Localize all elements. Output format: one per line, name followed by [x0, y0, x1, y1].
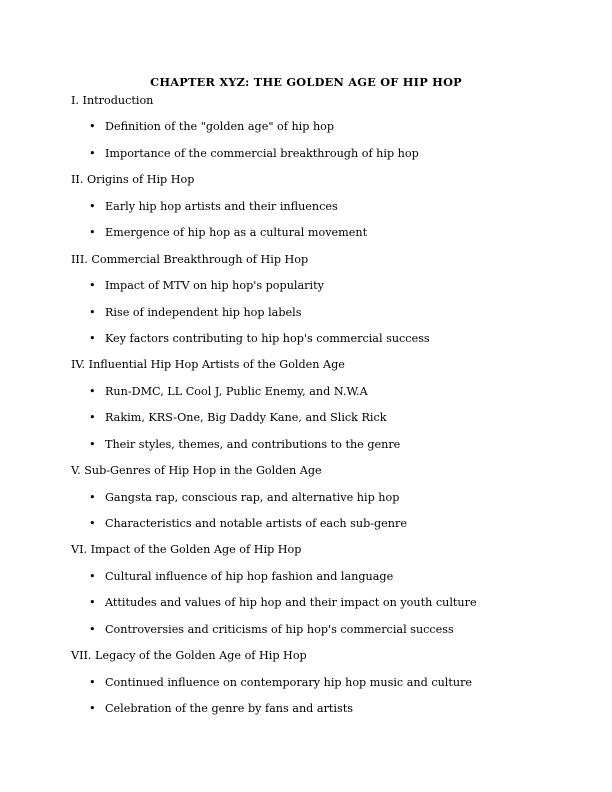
bullet-point-icon: •: [89, 279, 96, 293]
bullet-point-icon: •: [89, 702, 96, 716]
list-item-label: Rise of independent hip hop labels: [105, 305, 302, 319]
list-item-label: Run-DMC, LL Cool J, Public Enemy, and N.W.A: [105, 384, 368, 398]
bullet-list: [0, 491, 612, 544]
bullet-point-icon: •: [89, 384, 96, 398]
list-item-label: Attitudes and values of hip hop and their impact on youth culture: [105, 596, 477, 610]
list-item-label: Emergence of hip hop as a cultural movement: [105, 226, 368, 240]
bullet-point-icon: •: [89, 437, 96, 451]
bullet-list: [0, 385, 612, 464]
section-heading: II. Origins of Hip Hop: [71, 173, 195, 187]
bullet-point-icon: •: [89, 596, 96, 610]
list-item-label: Definition of the "golden age" of hip hop: [105, 120, 335, 134]
bullet-point-icon: •: [89, 675, 96, 689]
list-item: [0, 623, 612, 649]
list-item-label: Controversies and criticisms of hip hop's commercial success: [105, 622, 454, 636]
list-item: [0, 491, 612, 517]
outline-section: [0, 543, 612, 649]
bullet-list: [0, 120, 612, 173]
list-item: [0, 306, 612, 332]
bullet-list: [0, 200, 612, 253]
list-item-label: Their styles, themes, and contributions to the genre: [105, 437, 401, 451]
section-heading: IV. Influential Hip Hop Artists of the Golden Age: [71, 358, 345, 372]
bullet-list: [0, 676, 612, 729]
list-item-label: Continued influence on contemporary hip hop music and culture: [105, 675, 473, 689]
outline-body: [0, 94, 612, 729]
bullet-point-icon: •: [89, 146, 96, 160]
bullet-point-icon: •: [89, 569, 96, 583]
bullet-list: [0, 570, 612, 649]
section-heading: VI. Impact of the Golden Age of Hip Hop: [71, 543, 302, 557]
bullet-point-icon: •: [89, 199, 96, 213]
list-item: [0, 226, 612, 252]
outline-section: [0, 253, 612, 359]
page-title: CHAPTER XYZ: THE GOLDEN AGE OF HIP HOP: [150, 74, 462, 89]
list-item: [0, 570, 612, 596]
list-item-label: Characteristics and notable artists of each sub-genre: [105, 517, 407, 530]
list-item: [0, 279, 612, 305]
bullet-list: [0, 279, 612, 358]
list-item-label: Key factors contributing to hip hop's commercial success: [105, 331, 430, 345]
list-item: [0, 385, 612, 411]
section-heading: III. Commercial Breakthrough of Hip Hop: [71, 252, 309, 266]
list-item-label: Rakim, KRS-One, Big Daddy Kane, and Slick Rick: [105, 411, 387, 425]
bullet-point-icon: •: [89, 517, 96, 530]
bullet-point-icon: •: [89, 226, 96, 240]
list-item: [0, 438, 612, 464]
list-item: [0, 200, 612, 226]
bullet-point-icon: •: [89, 622, 96, 636]
bullet-point-icon: •: [89, 331, 96, 345]
section-heading: V. Sub-Genres of Hip Hop in the Golden Age: [71, 464, 322, 478]
section-heading: I. Introduction: [71, 94, 154, 107]
list-item: [0, 676, 612, 702]
list-item-label: Importance of the commercial breakthrough of hip hop: [105, 146, 419, 160]
bullet-point-icon: •: [89, 411, 96, 425]
section-heading: VII. Legacy of the Golden Age of Hip Hop: [71, 649, 307, 663]
list-item-label: Cultural influence of hip hop fashion and language: [105, 569, 394, 583]
list-item: [0, 702, 612, 728]
list-item-label: Impact of MTV on hip hop's popularity: [105, 279, 324, 293]
list-item-label: Early hip hop artists and their influences: [105, 199, 338, 213]
list-item: [0, 332, 612, 358]
list-item: [0, 596, 612, 622]
list-item-label: Gangsta rap, conscious rap, and alternative hip hop: [105, 490, 400, 504]
bullet-point-icon: •: [89, 120, 96, 134]
list-item: [0, 147, 612, 173]
list-item-label: Celebration of the genre by fans and artists: [105, 702, 353, 716]
bullet-point-icon: •: [89, 305, 96, 319]
outline-section: [0, 649, 612, 728]
bullet-point-icon: •: [89, 490, 96, 504]
list-item: [0, 120, 612, 146]
outline-section: [0, 358, 612, 464]
list-item: [0, 517, 612, 543]
outline-section: [0, 173, 612, 252]
list-item: [0, 411, 612, 437]
outline-section: [0, 464, 612, 543]
outline-section: [0, 94, 612, 173]
